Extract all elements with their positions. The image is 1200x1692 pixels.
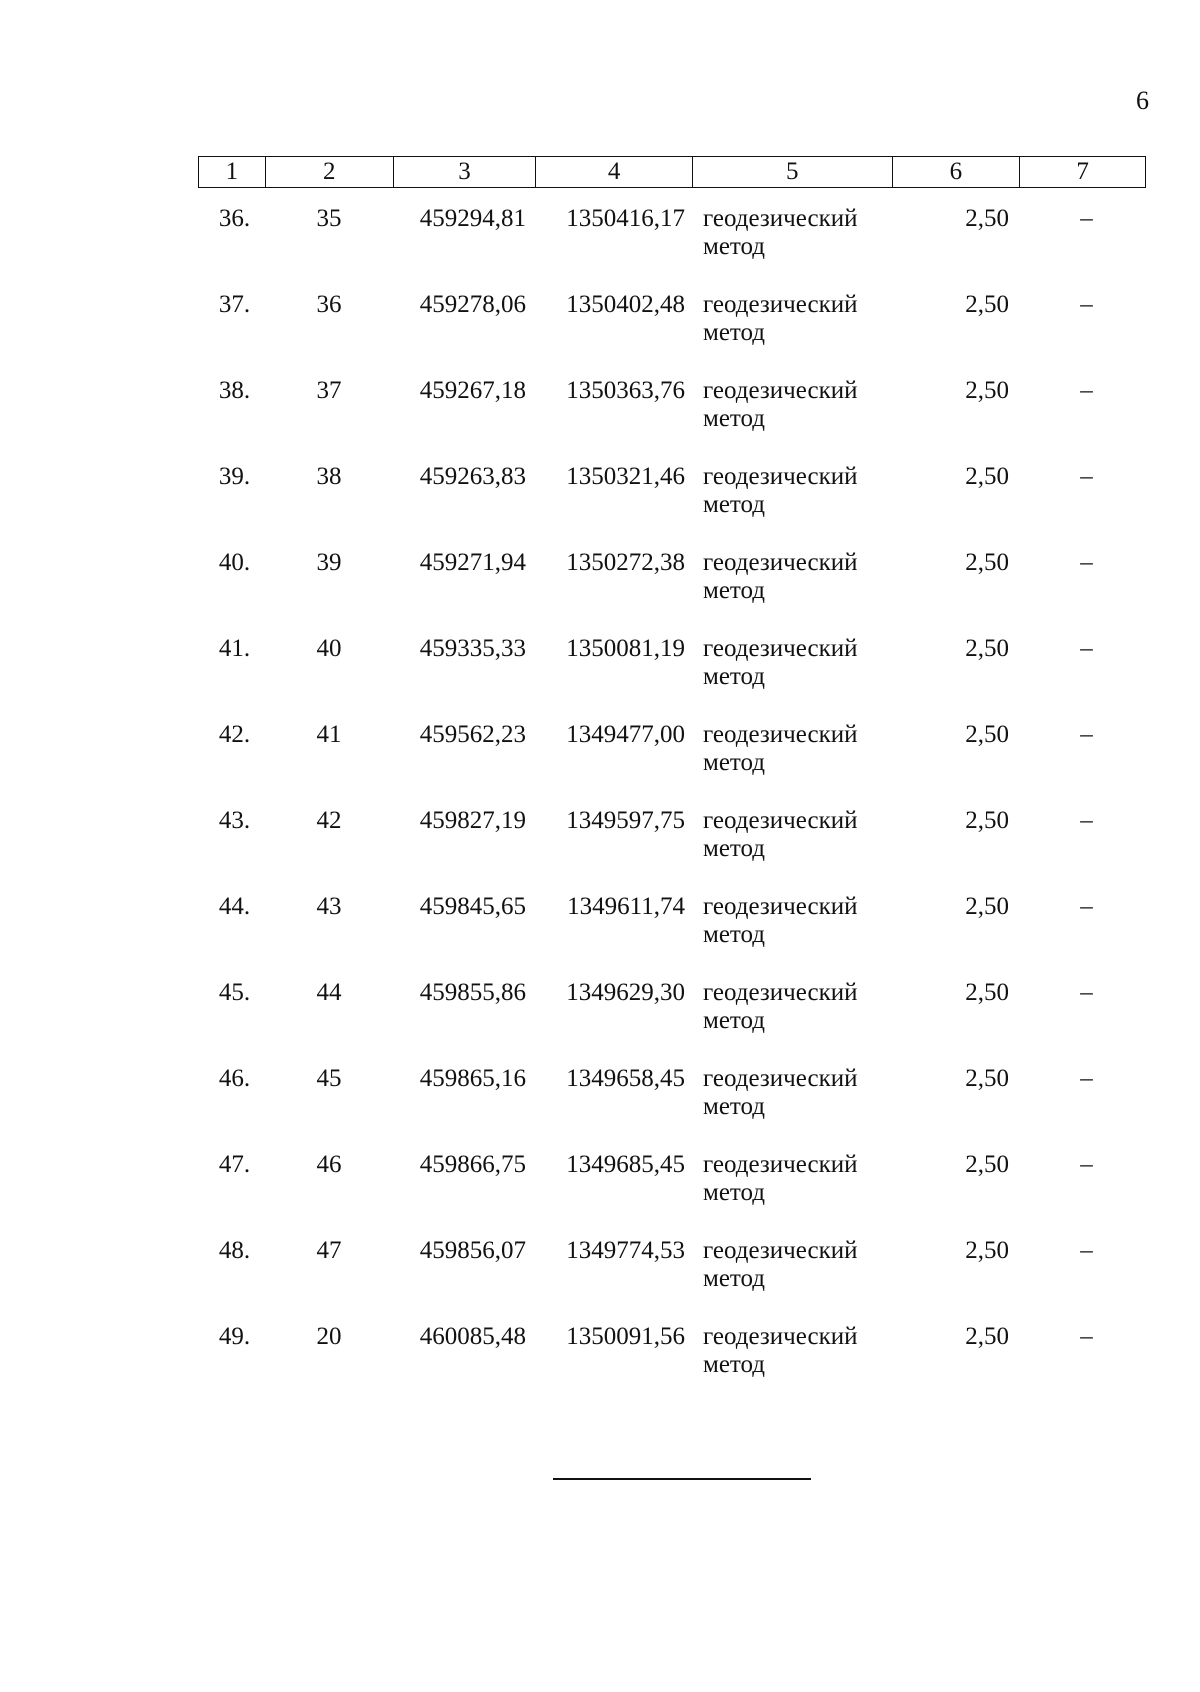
table-row <box>198 291 1146 377</box>
cell-row-number: 49. <box>218 1323 251 1350</box>
cell-point-id: 47 <box>316 1237 342 1264</box>
cell-point-id: 38 <box>316 463 342 490</box>
cell-note: – <box>1080 1237 1093 1264</box>
cell-x-coordinate: 459263,83 <box>419 463 526 490</box>
table-row <box>198 1323 1146 1409</box>
cell-accuracy: 2,50 <box>965 893 1009 920</box>
cell-y-coordinate: 1350416,17 <box>566 205 685 232</box>
table-row <box>198 1065 1146 1151</box>
cell-method: геодезический метод <box>703 291 858 346</box>
cell-note: – <box>1080 205 1093 232</box>
cell-note: – <box>1080 893 1093 920</box>
cell-y-coordinate: 1349477,00 <box>566 721 685 748</box>
cell-accuracy: 2,50 <box>965 1065 1009 1092</box>
table-row <box>198 635 1146 721</box>
table-row <box>198 549 1146 635</box>
cell-accuracy: 2,50 <box>965 1323 1009 1350</box>
table-row <box>198 1237 1146 1323</box>
cell-note: – <box>1080 1065 1093 1092</box>
cell-method: геодезический метод <box>703 463 858 518</box>
column-header-2: 2 <box>266 157 394 187</box>
cell-y-coordinate: 1349597,75 <box>566 807 685 834</box>
cell-accuracy: 2,50 <box>965 549 1009 576</box>
cell-x-coordinate: 459855,86 <box>419 979 526 1006</box>
cell-row-number: 38. <box>218 377 251 404</box>
cell-y-coordinate: 1349629,30 <box>566 979 685 1006</box>
cell-point-id: 42 <box>316 807 342 834</box>
cell-point-id: 43 <box>316 893 342 920</box>
cell-note: – <box>1080 721 1093 748</box>
cell-method: геодезический метод <box>703 205 858 260</box>
cell-y-coordinate: 1350091,56 <box>566 1323 685 1350</box>
cell-point-id: 44 <box>316 979 342 1006</box>
cell-point-id: 41 <box>316 721 342 748</box>
table-row <box>198 721 1146 807</box>
cell-point-id: 36 <box>316 291 342 318</box>
cell-x-coordinate: 459856,07 <box>419 1237 526 1264</box>
cell-y-coordinate: 1349685,45 <box>566 1151 685 1178</box>
cell-method: геодезический метод <box>703 721 858 776</box>
cell-note: – <box>1080 377 1093 404</box>
column-header-4: 4 <box>536 157 693 187</box>
cell-x-coordinate: 459865,16 <box>419 1065 526 1092</box>
cell-accuracy: 2,50 <box>965 1151 1009 1178</box>
cell-y-coordinate: 1349658,45 <box>566 1065 685 1092</box>
cell-note: – <box>1080 635 1093 662</box>
cell-row-number: 41. <box>218 635 251 662</box>
cell-point-id: 45 <box>316 1065 342 1092</box>
cell-y-coordinate: 1350402,48 <box>566 291 685 318</box>
cell-y-coordinate: 1350321,46 <box>566 463 685 490</box>
table-row <box>198 377 1146 463</box>
cell-accuracy: 2,50 <box>965 377 1009 404</box>
table-body <box>198 205 1146 1409</box>
cell-accuracy: 2,50 <box>965 635 1009 662</box>
column-header-7: 7 <box>1076 158 1089 185</box>
cell-accuracy: 2,50 <box>965 1237 1009 1264</box>
table-row <box>198 807 1146 893</box>
cell-row-number: 37. <box>218 291 251 318</box>
cell-y-coordinate: 1350081,19 <box>566 635 685 662</box>
table-header <box>198 156 1146 188</box>
cell-point-id: 40 <box>316 635 342 662</box>
page-number: 6 <box>1136 86 1149 115</box>
cell-point-id: 46 <box>316 1151 342 1178</box>
cell-note: – <box>1080 1323 1093 1350</box>
cell-x-coordinate: 459278,06 <box>419 291 526 318</box>
cell-x-coordinate: 459866,75 <box>419 1151 526 1178</box>
cell-method: геодезический метод <box>703 1151 858 1206</box>
cell-x-coordinate: 459335,33 <box>419 635 526 662</box>
cell-method: геодезический метод <box>703 979 858 1034</box>
cell-row-number: 45. <box>218 979 251 1006</box>
column-header-5: 5 <box>693 157 893 187</box>
cell-x-coordinate: 459562,23 <box>419 721 526 748</box>
cell-accuracy: 2,50 <box>965 291 1009 318</box>
cell-note: – <box>1080 807 1093 834</box>
cell-x-coordinate: 459267,18 <box>419 377 526 404</box>
cell-accuracy: 2,50 <box>965 979 1009 1006</box>
table-row <box>198 1151 1146 1237</box>
end-divider <box>553 1478 811 1480</box>
cell-point-id: 20 <box>316 1323 342 1350</box>
table-row <box>198 463 1146 549</box>
cell-note: – <box>1080 291 1093 318</box>
cell-x-coordinate: 459827,19 <box>419 807 526 834</box>
cell-method: геодезический метод <box>703 1237 858 1292</box>
cell-x-coordinate: 459294,81 <box>419 205 526 232</box>
cell-y-coordinate: 1349611,74 <box>567 893 685 920</box>
cell-point-id: 39 <box>316 549 342 576</box>
cell-row-number: 36. <box>218 205 251 232</box>
cell-note: – <box>1080 549 1093 576</box>
cell-note: – <box>1080 463 1093 490</box>
cell-row-number: 44. <box>218 893 251 920</box>
cell-row-number: 40. <box>218 549 251 576</box>
cell-y-coordinate: 1349774,53 <box>566 1237 685 1264</box>
cell-accuracy: 2,50 <box>965 807 1009 834</box>
cell-row-number: 46. <box>218 1065 251 1092</box>
cell-point-id: 37 <box>316 377 342 404</box>
cell-x-coordinate: 460085,48 <box>419 1323 526 1350</box>
cell-x-coordinate: 459271,94 <box>419 549 526 576</box>
cell-row-number: 42. <box>218 721 251 748</box>
cell-method: геодезический метод <box>703 377 858 432</box>
cell-accuracy: 2,50 <box>965 463 1009 490</box>
cell-method: геодезический метод <box>703 635 858 690</box>
cell-note: – <box>1080 1151 1093 1178</box>
cell-method: геодезический метод <box>703 893 858 948</box>
cell-method: геодезический метод <box>703 549 858 604</box>
cell-method: геодезический метод <box>703 807 858 862</box>
cell-accuracy: 2,50 <box>965 721 1009 748</box>
cell-row-number: 47. <box>218 1151 251 1178</box>
cell-row-number: 48. <box>218 1237 251 1264</box>
table-row <box>198 893 1146 979</box>
column-header-3: 3 <box>394 157 537 187</box>
table-row <box>198 205 1146 291</box>
cell-note: – <box>1080 979 1093 1006</box>
cell-point-id: 35 <box>316 205 342 232</box>
cell-row-number: 43. <box>218 807 251 834</box>
cell-y-coordinate: 1350272,38 <box>566 549 685 576</box>
cell-method: геодезический метод <box>703 1065 858 1120</box>
cell-x-coordinate: 459845,65 <box>419 893 526 920</box>
table-row <box>198 979 1146 1065</box>
cell-y-coordinate: 1350363,76 <box>566 377 685 404</box>
cell-row-number: 39. <box>218 463 251 490</box>
column-header-1: 1 <box>199 157 266 187</box>
cell-accuracy: 2,50 <box>965 205 1009 232</box>
cell-method: геодезический метод <box>703 1323 858 1378</box>
column-header-6: 6 <box>893 157 1021 187</box>
